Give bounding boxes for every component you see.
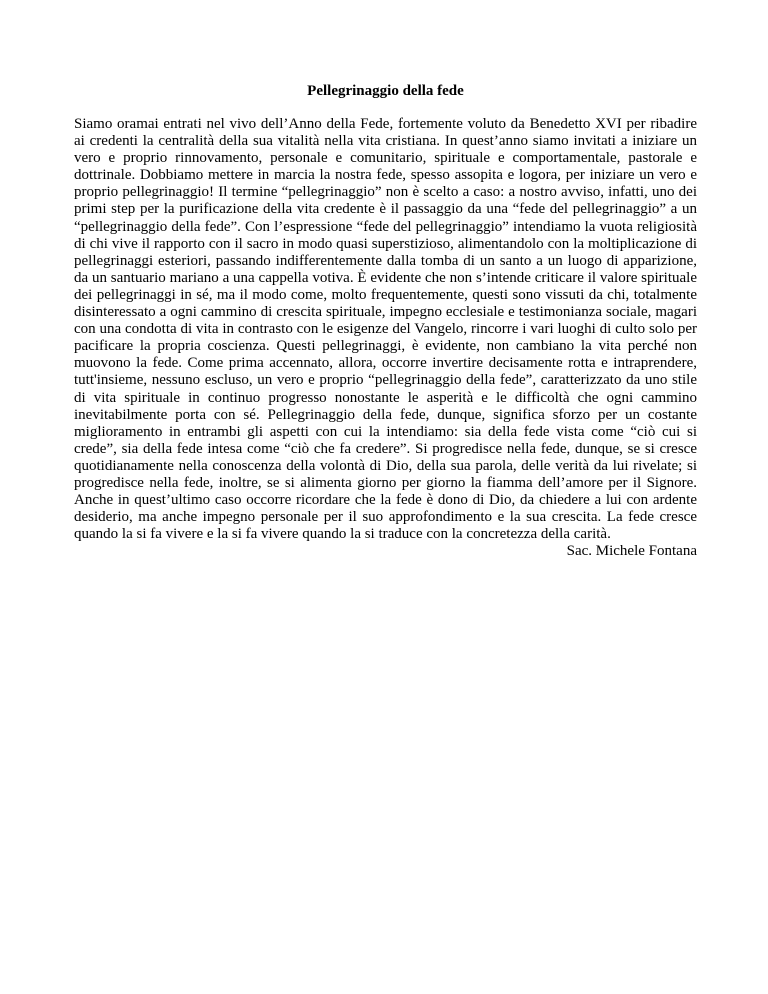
document-signature: Sac. Michele Fontana — [566, 543, 697, 560]
document-title: Pellegrinaggio della fede — [307, 83, 464, 99]
document-body: Siamo oramai entrati nel vivo dell’Anno della Fede, fortemente voluto da Benedetto XVI per ribadire ai credenti la centralità della sua vitalità nella vita cristiana. In quest’anno siamo invitati a iniziare un vero e proprio rinnovamento, personale e comunitario, spirituale e comportamentale, pastorale e dottrinale. Dobbiamo mettere in marcia la nostra fede, spesso assopita e logora, per iniziare un vero e proprio pellegrinaggio! Il termine “pellegrinaggio” non è scelto a caso: a nostro avviso, infatti, uno dei primi step per la purificazione della vita credente è il passaggio da una “fede del pellegrinaggio” a un “pellegrinaggio della fede”. Con l’espressione “fede del pellegrinaggio” intendiamo la vuota religiosità di chi vive il rapporto con il sacro in modo quasi superstizioso, alimentandolo con la moltiplicazione di pellegrinaggi esteriori, passando indifferentemente dalla tomba di un santo a un luogo di apparizione, da un santuario mariano a una cappella votiva. È evidente che non s’intende criticare il valore spirituale dei pellegrinaggi in sé, ma il modo come, molto frequentemente, questi sono vissuti da chi, totalmente disinteressato a ogni cammino di crescita spirituale, impegno ecclesiale e testimonianza sociale, magari con una condotta di vita in contrasto con le esigenze del Vangelo, rincorre i vari luoghi di culto solo per pacificare la propria coscienza. Questi pellegrinaggi, è evidente, non cambiano la vita perché non muovono la fede. Come prima accennato, allora, occorre invertire decisamente rotta e intraprendere, tutt'insieme, nessuno escluso, un vero e proprio “pellegrinaggio della fede”, caratterizzato da uno stile di vita spirituale in continuo progresso nonostante le asperità e le difficoltà che ogni cammino inevitabilmente porta con sé. Pellegrinaggio della fede, dunque, significa sforzo per un costante miglioramento in entrambi gli aspetti con cui la intendiamo: sia della fede vista come “ciò cui si crede”, sia della fede intesa come “ciò che fa credere”. Si progredisce nella fede, dunque, se si cresce quotidianamente nella conoscenza della volontà di Dio, della sua parola, delle verità da lui rivelate; si progredisce nella fede, inoltre, se si alimenta giorno per giorno la fiamma dell’amore per il Signore. Anche in quest’ultimo caso occorre ricordare che la fede è dono di Dio, da chiedere a lui con ardente desiderio, ma anche impegno personale per il suo approfondimento e la sua crescita. La fede cresce quando la si fa vivere e la si fa vivere quando la si traduce con la concretezza della carità. — [74, 116, 697, 543]
document-page — [74, 82, 697, 560]
